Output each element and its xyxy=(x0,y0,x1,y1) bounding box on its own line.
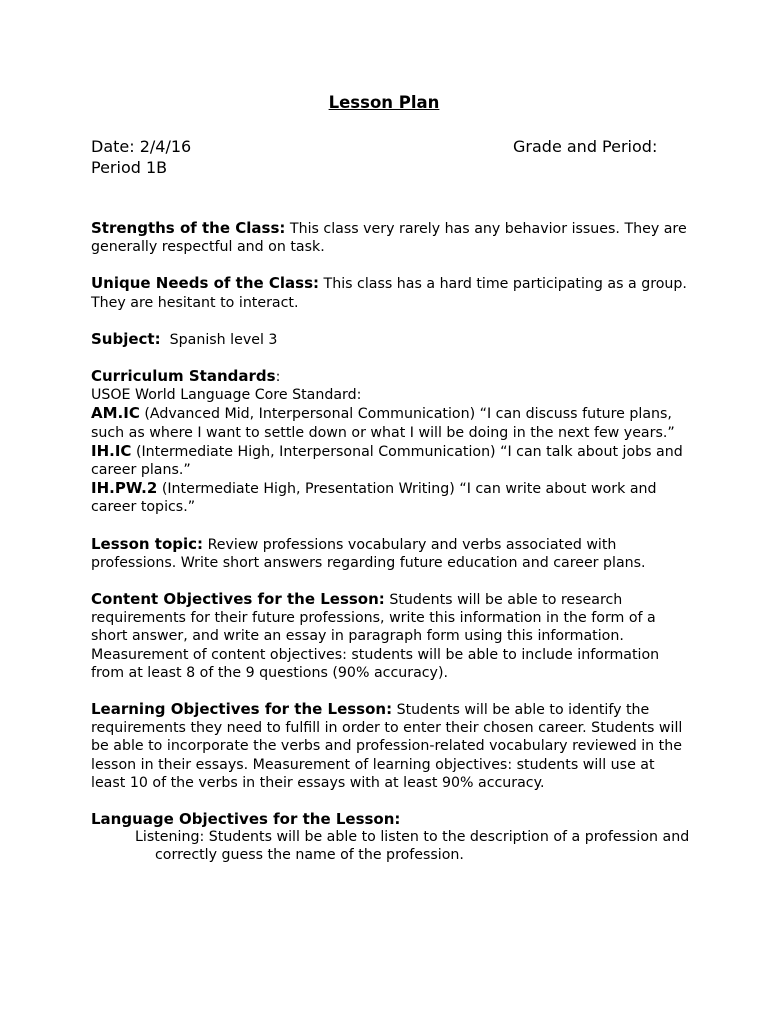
standard-item xyxy=(91,442,691,479)
needs-section xyxy=(91,274,691,311)
topic-text: Review professions vocabulary and verbs associated with professions. Write short answers regarding future education and career plans. xyxy=(91,536,646,571)
grade-period-label: Grade and Period: xyxy=(513,137,658,156)
strengths-section xyxy=(91,219,691,256)
content-objectives-text: Students will be able to research requirements for their future professions, write this information in the form of a short answer, and write an essay in paragraph form using this information. Measurement of content objectives: students will be able to include information from at least 8 of the 9 questions (90% accuracy). xyxy=(91,592,660,681)
date-text: Date: 2/4/16 xyxy=(91,137,192,156)
needs-label: Unique Needs of the Class: xyxy=(91,274,320,293)
content-objectives-section xyxy=(91,590,691,682)
document-title: Lesson Plan xyxy=(328,93,440,112)
standard-item xyxy=(91,479,691,516)
subject-label: Subject: xyxy=(91,329,161,348)
learning-objectives-text: Students will be able to identify the requirements they need to fulfill in order to enter their chosen career. Students will be able to incorporate the verbs and profession-related vocabulary reviewed in the lesson in their essays. Measurement of learning objectives: students will use at least 10 of the verbs in their essays with at least 90% accuracy. xyxy=(91,702,683,791)
standard-code: AM.IC xyxy=(91,404,140,423)
period-text: Period 1B xyxy=(91,158,168,177)
content-objectives-label: Content Objectives for the Lesson: xyxy=(91,590,385,609)
standard-item xyxy=(91,404,691,441)
standard-text: (Intermediate High, Presentation Writing) “I can write about work and career topics.” xyxy=(91,481,657,516)
standard-code: IH.IC xyxy=(91,441,132,460)
language-objectives-section xyxy=(91,810,691,865)
learning-objectives-section xyxy=(91,700,691,792)
topic-section xyxy=(91,535,691,572)
standard-text: (Advanced Mid, Interpersonal Communication) “I can discuss future plans, such as where I want to settle down or what I will be doing in the next few years.” xyxy=(91,406,675,441)
strengths-label: Strengths of the Class: xyxy=(91,219,286,237)
standards-section: Curriculum Standards: USOE World Language Core Standard: AM.IC (Advanced Mid, Interpersonal Communication) “I can discuss future plans, such as where I want to settle down or what I will be doing in the next few years.” IH.IC (Intermediate High, Interpersonal Communication) “I can talk about jobs and career plans.” IH.PW.2 (Intermediate High, Presentation Writing) “I can write about work and career topics.” xyxy=(91,367,691,517)
standard-code: IH.PW.2 xyxy=(91,479,158,498)
standards-intro: USOE World Language Core Standard: xyxy=(91,387,362,404)
listening-objective xyxy=(91,828,691,864)
listening-text-part1: Listening: Students will be able to listen to the description of a profession and xyxy=(135,829,690,846)
listening-text-part2: correctly guess the name of the profession. xyxy=(155,847,464,864)
standards-label: Curriculum Standards xyxy=(91,367,276,386)
learning-objectives-label: Learning Objectives for the Lesson: xyxy=(91,700,393,719)
standard-text: (Intermediate High, Interpersonal Communication) “I can talk about jobs and career plans.” xyxy=(91,443,683,479)
date-grade-header xyxy=(91,136,681,178)
document-body xyxy=(91,219,691,865)
subject-section xyxy=(91,330,691,349)
needs-text: This class has a hard time participating as a group. They are hesitant to interact. xyxy=(91,276,687,311)
strengths-text: This class very rarely has any behavior issues. They are generally respectful and on task. xyxy=(91,221,687,256)
language-objectives-label: Language Objectives for the Lesson: xyxy=(91,810,401,829)
subject-text: Spanish level 3 xyxy=(169,331,278,348)
topic-label: Lesson topic: xyxy=(91,534,204,553)
